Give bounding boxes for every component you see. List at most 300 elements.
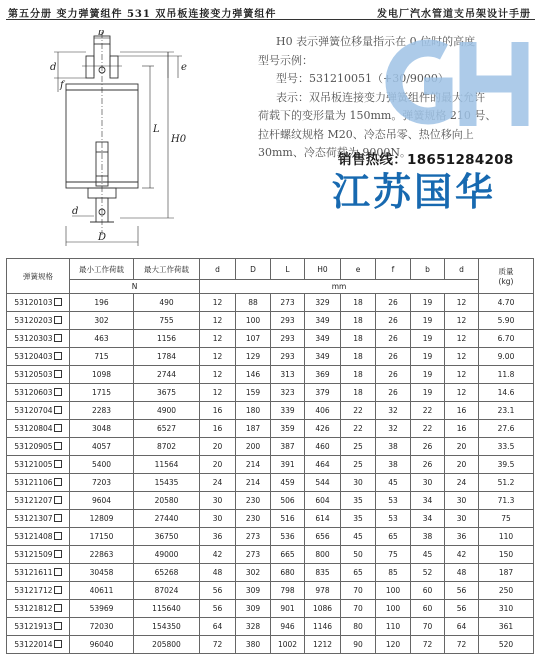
cell-min-load: 715 [70, 348, 134, 366]
cell-D: 302 [236, 564, 271, 582]
cell-D: 328 [236, 618, 271, 636]
cell-mass: 110 [479, 528, 534, 546]
cell-model: 53121913 [7, 618, 70, 636]
cell-f: 100 [376, 582, 411, 600]
table-row [7, 546, 534, 564]
table-row [7, 582, 534, 600]
cell-d2: 20 [445, 438, 479, 456]
cell-f: 38 [376, 438, 411, 456]
cell-mass: 71.3 [479, 492, 534, 510]
cell-e: 18 [341, 294, 376, 312]
cell-b: 45 [411, 546, 445, 564]
cell-f: 65 [376, 528, 411, 546]
table-row [7, 402, 534, 420]
cell-D: 88 [236, 294, 271, 312]
header-f: f [376, 259, 411, 280]
cell-d: 30 [200, 492, 236, 510]
cell-mass: 33.5 [479, 438, 534, 456]
cell-L: 293 [271, 312, 305, 330]
cell-d2: 48 [445, 564, 479, 582]
cell-D: 214 [236, 474, 271, 492]
cell-e: 18 [341, 330, 376, 348]
cell-d: 20 [200, 456, 236, 474]
cell-min-load: 53969 [70, 600, 134, 618]
cell-max-load: 490 [134, 294, 200, 312]
cell-L: 387 [271, 438, 305, 456]
cell-d: 24 [200, 474, 236, 492]
table-row [7, 636, 534, 654]
cell-b: 19 [411, 330, 445, 348]
cell-d2: 24 [445, 474, 479, 492]
cell-f: 26 [376, 348, 411, 366]
cell-d: 20 [200, 438, 236, 456]
cell-b: 34 [411, 492, 445, 510]
cell-d2: 12 [445, 312, 479, 330]
table-row [7, 564, 534, 582]
cell-model: 53120804 [7, 420, 70, 438]
header-D: D [236, 259, 271, 280]
description-line: 30mm、冷态荷载为 9000N。 [258, 146, 411, 159]
description-line: 型号：531210051（+30/9000） [276, 72, 449, 85]
header-model: 弹簧规格 [7, 259, 70, 294]
cell-D: 309 [236, 582, 271, 600]
cell-L: 680 [271, 564, 305, 582]
header-mass [479, 259, 534, 294]
cell-f: 85 [376, 564, 411, 582]
spring-assembly-drawing [50, 30, 210, 252]
cell-min-load: 40611 [70, 582, 134, 600]
cell-b: 72 [411, 636, 445, 654]
label-f: f [60, 80, 64, 91]
cell-model: 53121509 [7, 546, 70, 564]
cell-model: 53121005 [7, 456, 70, 474]
cell-e: 25 [341, 456, 376, 474]
cell-D: 180 [236, 402, 271, 420]
cell-min-load: 3048 [70, 420, 134, 438]
cell-e: 18 [341, 366, 376, 384]
cell-f: 26 [376, 330, 411, 348]
cell-H0: 604 [305, 492, 341, 510]
cell-D: 273 [236, 528, 271, 546]
cell-model: 53120704 [7, 402, 70, 420]
cell-d2: 56 [445, 600, 479, 618]
cell-mass: 75 [479, 510, 534, 528]
cell-H0: 464 [305, 456, 341, 474]
label-e: e [181, 62, 187, 73]
cell-max-load: 36750 [134, 528, 200, 546]
cell-H0: 544 [305, 474, 341, 492]
cell-max-load: 11564 [134, 456, 200, 474]
cell-min-load: 196 [70, 294, 134, 312]
cell-d2: 36 [445, 528, 479, 546]
header-H0: H0 [305, 259, 341, 280]
cell-H0: 1086 [305, 600, 341, 618]
cell-d2: 16 [445, 402, 479, 420]
sales-hotline: 销售热线：18651284208 [338, 152, 514, 168]
cell-e: 22 [341, 402, 376, 420]
cell-L: 516 [271, 510, 305, 528]
cell-d: 72 [200, 636, 236, 654]
cell-d2: 12 [445, 348, 479, 366]
cell-model: 53122014 [7, 636, 70, 654]
cell-mass: 11.8 [479, 366, 534, 384]
cell-model: 53121408 [7, 528, 70, 546]
cell-min-load: 96040 [70, 636, 134, 654]
cell-e: 45 [341, 528, 376, 546]
header-d2: d [445, 259, 479, 280]
cell-e: 90 [341, 636, 376, 654]
cell-max-load: 4900 [134, 402, 200, 420]
cell-f: 32 [376, 402, 411, 420]
cell-H0: 656 [305, 528, 341, 546]
cell-b: 22 [411, 420, 445, 438]
cell-model: 53120203 [7, 312, 70, 330]
cell-b: 52 [411, 564, 445, 582]
cell-mass: 187 [479, 564, 534, 582]
cell-L: 359 [271, 420, 305, 438]
cell-L: 339 [271, 402, 305, 420]
cell-L: 459 [271, 474, 305, 492]
header-mass-label: 质量 [498, 267, 514, 276]
table-row [7, 492, 534, 510]
header-e: e [341, 259, 376, 280]
cell-mass: 150 [479, 546, 534, 564]
cell-min-load: 5400 [70, 456, 134, 474]
label-L: L [153, 124, 160, 135]
table-row [7, 312, 534, 330]
cell-L: 391 [271, 456, 305, 474]
spec-table [6, 258, 534, 654]
cell-H0: 329 [305, 294, 341, 312]
cell-D: 107 [236, 330, 271, 348]
cell-d2: 72 [445, 636, 479, 654]
cell-model: 53120503 [7, 366, 70, 384]
cell-mass: 310 [479, 600, 534, 618]
cell-H0: 426 [305, 420, 341, 438]
cell-e: 25 [341, 438, 376, 456]
cell-max-load: 755 [134, 312, 200, 330]
cell-min-load: 1715 [70, 384, 134, 402]
cell-f: 45 [376, 474, 411, 492]
description-line: 拉杆螺纹规格 M20、冷态吊零、热位移向上 [258, 127, 474, 141]
cell-b: 19 [411, 294, 445, 312]
cell-D: 380 [236, 636, 271, 654]
cell-H0: 978 [305, 582, 341, 600]
cell-D: 214 [236, 456, 271, 474]
cell-mass: 9.00 [479, 348, 534, 366]
cell-e: 65 [341, 564, 376, 582]
description-line: H0 表示弹簧位移量指示在 0 位时的高度 [276, 35, 476, 48]
cell-b: 19 [411, 348, 445, 366]
cell-e: 35 [341, 510, 376, 528]
cell-L: 901 [271, 600, 305, 618]
cell-H0: 460 [305, 438, 341, 456]
header-left-title: 第五分册 变力弹簧组件 531 双吊板连接变力弹簧组件 [8, 9, 277, 20]
cell-min-load: 302 [70, 312, 134, 330]
cell-d: 30 [200, 510, 236, 528]
cell-L: 293 [271, 330, 305, 348]
cell-max-load: 15435 [134, 474, 200, 492]
cell-L: 293 [271, 348, 305, 366]
cell-min-load: 30458 [70, 564, 134, 582]
cell-b: 38 [411, 528, 445, 546]
cell-d2: 56 [445, 582, 479, 600]
cell-e: 30 [341, 474, 376, 492]
cell-mass: 250 [479, 582, 534, 600]
cell-mass: 23.1 [479, 402, 534, 420]
cell-b: 26 [411, 438, 445, 456]
cell-d2: 30 [445, 510, 479, 528]
cell-max-load: 115640 [134, 600, 200, 618]
cell-model: 53120403 [7, 348, 70, 366]
cell-H0: 349 [305, 312, 341, 330]
cell-f: 100 [376, 600, 411, 618]
table-row [7, 384, 534, 402]
cell-f: 110 [376, 618, 411, 636]
cell-mass: 14.6 [479, 384, 534, 402]
cell-model: 53121712 [7, 582, 70, 600]
table-row [7, 456, 534, 474]
cell-L: 273 [271, 294, 305, 312]
cell-min-load: 12809 [70, 510, 134, 528]
description-line: 型号示例： [258, 53, 313, 67]
cell-e: 18 [341, 384, 376, 402]
cell-e: 80 [341, 618, 376, 636]
cell-d: 16 [200, 420, 236, 438]
table-row [7, 618, 534, 636]
cell-mass: 39.5 [479, 456, 534, 474]
cell-max-load: 3675 [134, 384, 200, 402]
description-line: 表示：双吊板连接变力弹簧组件的最大允许 [276, 90, 485, 104]
cell-min-load: 72030 [70, 618, 134, 636]
table-row [7, 528, 534, 546]
cell-e: 70 [341, 582, 376, 600]
cell-D: 159 [236, 384, 271, 402]
cell-mass: 51.2 [479, 474, 534, 492]
cell-max-load: 20580 [134, 492, 200, 510]
cell-H0: 349 [305, 330, 341, 348]
cell-d: 12 [200, 366, 236, 384]
cell-min-load: 7203 [70, 474, 134, 492]
cell-d: 12 [200, 330, 236, 348]
cell-f: 26 [376, 366, 411, 384]
cell-e: 50 [341, 546, 376, 564]
cell-max-load: 2744 [134, 366, 200, 384]
label-b: b [98, 30, 105, 38]
cell-D: 230 [236, 492, 271, 510]
cell-max-load: 8702 [134, 438, 200, 456]
cell-L: 665 [271, 546, 305, 564]
cell-max-load: 27440 [134, 510, 200, 528]
cell-d2: 42 [445, 546, 479, 564]
cell-min-load: 463 [70, 330, 134, 348]
cell-b: 60 [411, 600, 445, 618]
cell-d: 42 [200, 546, 236, 564]
header-right-title: 发电厂汽水管道支吊架设计手册 [377, 9, 531, 20]
cell-e: 22 [341, 420, 376, 438]
cell-D: 146 [236, 366, 271, 384]
cell-b: 19 [411, 312, 445, 330]
cell-f: 26 [376, 384, 411, 402]
cell-mass: 4.70 [479, 294, 534, 312]
cell-H0: 1212 [305, 636, 341, 654]
cell-D: 129 [236, 348, 271, 366]
cell-model: 53120303 [7, 330, 70, 348]
cell-mass: 5.90 [479, 312, 534, 330]
cell-f: 53 [376, 510, 411, 528]
cell-b: 60 [411, 582, 445, 600]
cell-e: 18 [341, 348, 376, 366]
cell-H0: 369 [305, 366, 341, 384]
cell-L: 313 [271, 366, 305, 384]
cell-model: 53121207 [7, 492, 70, 510]
cell-e: 35 [341, 492, 376, 510]
cell-d: 12 [200, 348, 236, 366]
cell-L: 798 [271, 582, 305, 600]
cell-max-load: 1784 [134, 348, 200, 366]
header-L: L [271, 259, 305, 280]
cell-min-load: 17150 [70, 528, 134, 546]
table-row [7, 348, 534, 366]
cell-min-load: 1098 [70, 366, 134, 384]
cell-b: 30 [411, 474, 445, 492]
cell-H0: 614 [305, 510, 341, 528]
description-line: 荷载下的变形量为 150mm。弹簧规格 210 号、 [258, 109, 497, 122]
cell-H0: 835 [305, 564, 341, 582]
cell-f: 38 [376, 456, 411, 474]
cell-D: 273 [236, 546, 271, 564]
cell-d: 12 [200, 384, 236, 402]
cell-d2: 12 [445, 384, 479, 402]
header-mass-unit: (kg) [498, 277, 514, 286]
cell-D: 230 [236, 510, 271, 528]
company-name: 江苏国华 [332, 170, 497, 214]
cell-d2: 12 [445, 366, 479, 384]
page-header [0, 0, 541, 22]
cell-D: 187 [236, 420, 271, 438]
cell-model: 53121106 [7, 474, 70, 492]
cell-d: 64 [200, 618, 236, 636]
label-D: D [98, 232, 107, 243]
label-d-top: d [50, 62, 57, 73]
header-min-load: 最小工作荷载 [70, 259, 134, 280]
cell-H0: 1146 [305, 618, 341, 636]
table-row [7, 294, 534, 312]
cell-model: 53121307 [7, 510, 70, 528]
cell-d: 12 [200, 294, 236, 312]
cell-max-load: 6527 [134, 420, 200, 438]
header-b: b [411, 259, 445, 280]
cell-d2: 30 [445, 492, 479, 510]
spec-table-body [7, 294, 534, 654]
cell-max-load: 87024 [134, 582, 200, 600]
cell-model: 53121611 [7, 564, 70, 582]
cell-d2: 12 [445, 330, 479, 348]
cell-D: 309 [236, 600, 271, 618]
cell-max-load: 154350 [134, 618, 200, 636]
table-row [7, 510, 534, 528]
header-rule [6, 19, 535, 20]
cell-min-load: 2283 [70, 402, 134, 420]
cell-e: 18 [341, 312, 376, 330]
cell-model: 53121812 [7, 600, 70, 618]
cell-model: 53120905 [7, 438, 70, 456]
cell-d2: 64 [445, 618, 479, 636]
cell-f: 120 [376, 636, 411, 654]
cell-e: 70 [341, 600, 376, 618]
cell-L: 536 [271, 528, 305, 546]
cell-model: 53120603 [7, 384, 70, 402]
cell-b: 34 [411, 510, 445, 528]
table-row [7, 600, 534, 618]
cell-mass: 6.70 [479, 330, 534, 348]
cell-L: 506 [271, 492, 305, 510]
watermark-logo [372, 34, 532, 134]
cell-d: 12 [200, 312, 236, 330]
cell-d2: 20 [445, 456, 479, 474]
cell-L: 323 [271, 384, 305, 402]
cell-max-load: 1156 [134, 330, 200, 348]
cell-L: 1002 [271, 636, 305, 654]
cell-D: 100 [236, 312, 271, 330]
cell-H0: 379 [305, 384, 341, 402]
cell-b: 22 [411, 402, 445, 420]
cell-d: 36 [200, 528, 236, 546]
label-H0: H0 [171, 134, 187, 145]
header-max-load: 最大工作荷载 [134, 259, 200, 280]
cell-max-load: 65268 [134, 564, 200, 582]
table-row [7, 438, 534, 456]
cell-min-load: 9604 [70, 492, 134, 510]
cell-b: 26 [411, 456, 445, 474]
cell-d2: 12 [445, 294, 479, 312]
cell-model: 53120103 [7, 294, 70, 312]
table-row [7, 366, 534, 384]
header-dim-unit: mm [200, 280, 479, 294]
cell-H0: 406 [305, 402, 341, 420]
cell-mass: 27.6 [479, 420, 534, 438]
table-row [7, 330, 534, 348]
cell-mass: 361 [479, 618, 534, 636]
cell-H0: 349 [305, 348, 341, 366]
cell-f: 32 [376, 420, 411, 438]
header-d: d [200, 259, 236, 280]
cell-D: 200 [236, 438, 271, 456]
cell-b: 19 [411, 366, 445, 384]
cell-f: 26 [376, 294, 411, 312]
cell-b: 19 [411, 384, 445, 402]
cell-d: 48 [200, 564, 236, 582]
label-d-bottom: d [72, 206, 79, 217]
cell-min-load: 22863 [70, 546, 134, 564]
table-row [7, 420, 534, 438]
cell-d2: 16 [445, 420, 479, 438]
cell-L: 946 [271, 618, 305, 636]
cell-max-load: 49000 [134, 546, 200, 564]
cell-max-load: 205800 [134, 636, 200, 654]
header-load-unit: N [70, 280, 200, 294]
cell-mass: 520 [479, 636, 534, 654]
cell-f: 53 [376, 492, 411, 510]
cell-f: 26 [376, 312, 411, 330]
cell-min-load: 4057 [70, 438, 134, 456]
cell-d: 56 [200, 600, 236, 618]
cell-d: 56 [200, 582, 236, 600]
table-row [7, 474, 534, 492]
cell-H0: 800 [305, 546, 341, 564]
cell-d: 16 [200, 402, 236, 420]
cell-f: 75 [376, 546, 411, 564]
